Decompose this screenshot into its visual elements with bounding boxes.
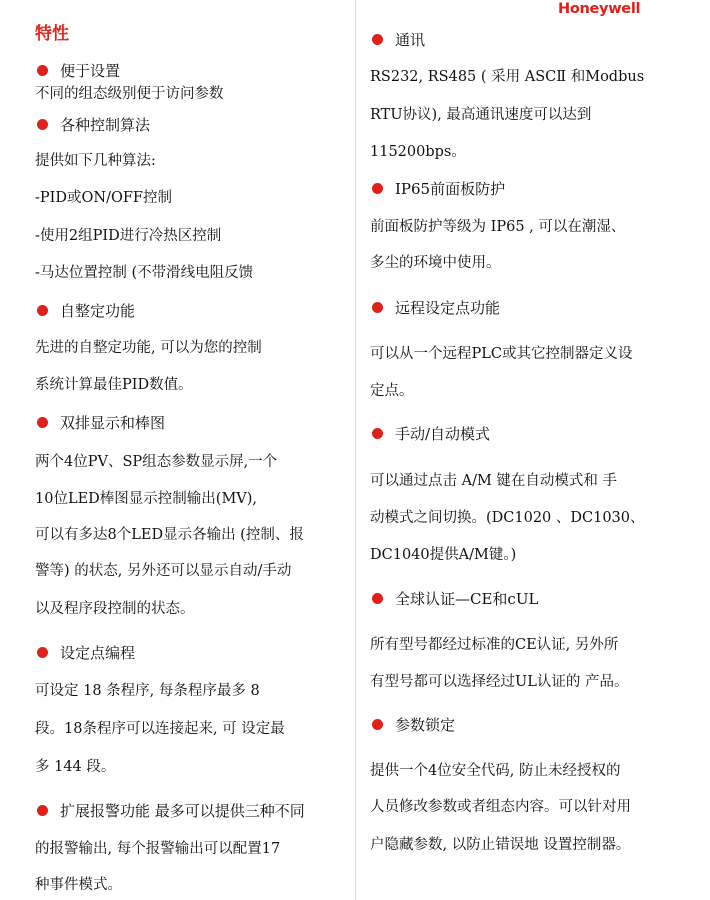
red-dot-icon: [372, 183, 383, 194]
section-body-line: 户隐藏参数, 以防止错误地 设置控制器。: [370, 837, 631, 853]
section-heading: 双排显示和棒图: [60, 414, 166, 432]
section-body-line: 警等) 的状态, 另外还可以显示自动/手动: [35, 563, 292, 579]
section-body-line: RS232, RS485 ( 采用 ASCⅡ 和Modbus: [370, 69, 645, 85]
red-dot-icon: [372, 428, 383, 439]
section-heading: 全球认证—CE和cUL: [395, 590, 539, 608]
red-dot-icon: [37, 305, 48, 316]
section-heading: 扩展报警功能 最多可以提供三种不同: [60, 802, 305, 820]
section-body-line: 有型号都可以选择经过UL认证的 产品。: [370, 674, 629, 690]
section-body-line: 人员修改参数或者组态内容。可以针对用: [370, 799, 631, 815]
red-dot-icon: [372, 593, 383, 604]
column-divider: [355, 0, 356, 900]
section-heading: 各种控制算法: [60, 116, 151, 134]
red-dot-icon: [37, 805, 48, 816]
red-dot-icon: [372, 34, 383, 45]
red-dot-icon: [37, 65, 48, 76]
section-heading: 通讯: [395, 31, 426, 49]
page-title: 特性: [35, 24, 69, 44]
red-dot-icon: [372, 719, 383, 730]
section-body-line: 115200bps。: [370, 144, 466, 160]
section-body-line: 段。18条程序可以连接起来, 可 设定最: [35, 721, 285, 737]
section-body-line: 两个4位PV、SP组态参数显示屏,一个: [35, 454, 278, 470]
section-body-line: 定点。: [370, 383, 414, 399]
section-body-line: 前面板防护等级为 IP65 , 可以在潮湿、: [370, 219, 626, 235]
red-dot-icon: [37, 119, 48, 130]
red-dot-icon: [372, 302, 383, 313]
red-dot-icon: [37, 417, 48, 428]
section-body-line: 多尘的环境中使用。: [370, 255, 501, 271]
section-body-line: 以及程序段控制的状态。: [35, 601, 195, 617]
red-dot-icon: [37, 647, 48, 658]
section-body-line: 系统计算最佳PID数值。: [35, 377, 193, 393]
brand-logo: Honeywell: [558, 1, 641, 17]
section-body-line: 可以有多达8个LED显示各输出 (控制、报: [35, 527, 304, 543]
section-body-line: 可设定 18 条程序, 每条程序最多 8: [35, 683, 260, 699]
section-heading: 便于设置: [60, 62, 121, 80]
section-body-line: 可以通过点击 A/M 键在自动模式和 手: [370, 473, 618, 489]
section-heading: 手动/自动模式: [395, 425, 491, 443]
section-heading: 参数锁定: [395, 716, 456, 734]
section-body-line: DC1040提供A/M键。): [370, 547, 517, 563]
section-body-line: -马达位置控制 (不带滑线电阻反馈: [35, 265, 254, 281]
section-body-line: 提供如下几种算法:: [35, 153, 156, 169]
section-body-line: 多 144 段。: [35, 759, 116, 775]
section-body-line: RTU协议), 最高通讯速度可以达到: [370, 107, 592, 123]
section-body-line: -使用2组PID进行冷热区控制: [35, 228, 222, 244]
section-body-line: 的报警输出, 每个报警输出可以配置17: [35, 841, 281, 857]
section-heading: 自整定功能: [60, 302, 136, 320]
section-body-line: 可以从一个远程PLC或其它控制器定义设: [370, 346, 633, 362]
section-body-line: 先进的自整定功能, 可以为您的控制: [35, 340, 262, 356]
section-body-line: 所有型号都经过标准的CE认证, 另外所: [370, 637, 619, 653]
section-heading: 设定点编程: [60, 644, 136, 662]
section-body-line: -PID或ON/OFF控制: [35, 190, 172, 206]
section-body-line: 提供一个4位安全代码, 防止未经授权的: [370, 763, 621, 779]
section-body-line: 种事件模式。: [35, 877, 122, 893]
section-body-line: 10位LED棒图显示控制输出(MV),: [35, 491, 258, 507]
section-heading: 远程设定点功能: [395, 299, 501, 317]
section-body-line: 不同的组态级别便于访问参数: [35, 86, 224, 102]
section-body-line: 动模式之间切换。(DC1020 、DC1030、: [370, 510, 645, 526]
section-heading: IP65前面板防护: [395, 180, 506, 198]
